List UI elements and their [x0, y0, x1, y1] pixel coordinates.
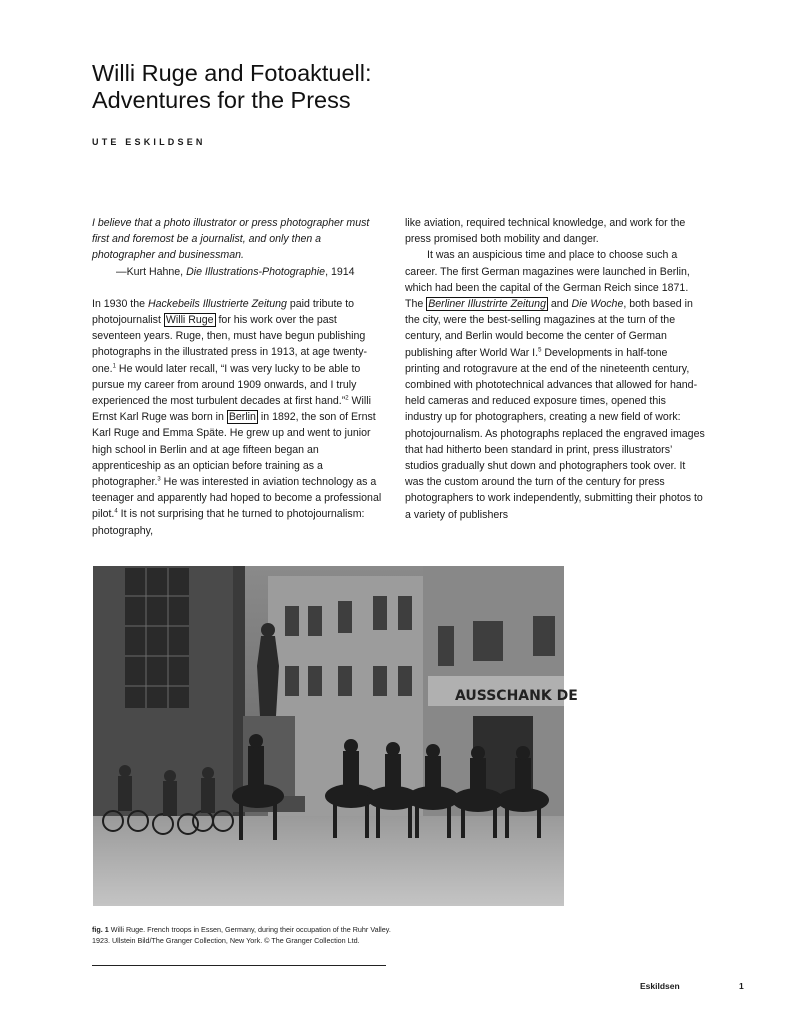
footnote-ref[interactable]: 4: [114, 508, 118, 515]
attribution-title: Die Illustrations-Photographie: [186, 265, 326, 278]
epigraph-quote: I believe that a photo illustrator or press photographer must first and foremost be a journalist, and only then a photographer and businessman.: [92, 217, 370, 262]
body-paragraph: In 1930 the Hackebeils Illustrierte Zeitung paid tribute to photojournalist Willi Ruge for his work over the past seventeen years. Ruge, then, must have begun publishing photographs in the illustrated press in 1913, at age twenty-one.$^1$ He would later recall, “I was very lucky to be able to pursue my career from around 1909 onwards, and I truly experienced the most turbulent decades at first hand.”$^2$ Willi Ernst Karl Ruge was born in Berlin in 1892, the son of Ernst Karl Ruge and Emma Späte. He grew up and went to junior high school in Berlin and at age fifteen began an apprenticeship as an optician before training as a photographer.$^3$ He was interested in aviation technology as a teenager and apparently had hoped to become a professional pilot.$^4$ It is not surprising that he turned to photojournalism: photography,: [92, 297, 382, 537]
body-paragraph: It was an auspicious time and place to choose such a career. The first German magazines were launched in Berlin, which had been the capital of the German Reich since 1871. The Berliner Illustrirte Zeitung and Die Woche, both based in the city, were the best-selling magazines at the turn of the century, and Berlin would become the center of German publishing after World War I.$^5$ Developments in half-tone printing and rotogravure at the end of the nineteenth century, combined with phototechnical advances that allowed for hand-held cameras and reduced exposure times, opened this industry up for photographers, creating a new field of work: photojournalism. As photographs replaced the engraved images that had hitherto been standard in print, press illustrators’ studios gradually shut down and photographers took over. It was the custom around the turn of the century for press photographers to work independently, submitting their photos to a variety of publishers: [405, 249, 705, 521]
author-name: UTE ESKILDSEN: [92, 137, 206, 147]
footnote-ref[interactable]: 5: [538, 347, 542, 354]
footnote-ref[interactable]: 3: [157, 476, 161, 483]
right-column: [405, 215, 705, 523]
attribution-author: —Kurt Hahne,: [116, 265, 187, 278]
attribution-year: , 1914: [325, 265, 355, 278]
page-number: 1: [739, 981, 744, 991]
publication-title: Hackebeils Illustrierte Zeitung: [147, 297, 287, 310]
figure-photo: [93, 566, 578, 906]
title-line-1: Willi Ruge and Fotoaktuell:: [92, 60, 372, 86]
footnote-ref[interactable]: 1: [112, 363, 116, 370]
body-paragraph: like aviation, required technical knowledge, and work for the press promised both mobility and danger.: [405, 217, 686, 246]
caption-label: fig. 1: [92, 925, 109, 934]
epigraph-attribution: [116, 264, 387, 280]
caption-text: Willi Ruge. French troops in Essen, Germany, during their occupation of the Ruhr Valley. 1923. Ullstein Bild/The Granger Collection, New York. © The Granger Collection Ltd.: [92, 925, 391, 945]
caption-rule: [92, 965, 386, 966]
link-berliner-illustrirte-zeitung[interactable]: Berliner Illustrirte Zeitung: [428, 298, 546, 311]
link-berlin[interactable]: Berlin: [228, 411, 256, 424]
article-title: [92, 60, 652, 114]
link-willi-ruge[interactable]: Willi Ruge: [165, 314, 214, 327]
title-line-2: Adventures for the Press: [92, 87, 351, 113]
publication-title: Die Woche: [571, 298, 624, 311]
shop-sign-text: AUSSCHANK DE: [455, 688, 578, 704]
left-column: [92, 215, 387, 539]
running-head: Eskildsen: [640, 981, 680, 991]
footnote-ref[interactable]: 2: [345, 395, 349, 402]
figure-caption: [92, 924, 392, 946]
